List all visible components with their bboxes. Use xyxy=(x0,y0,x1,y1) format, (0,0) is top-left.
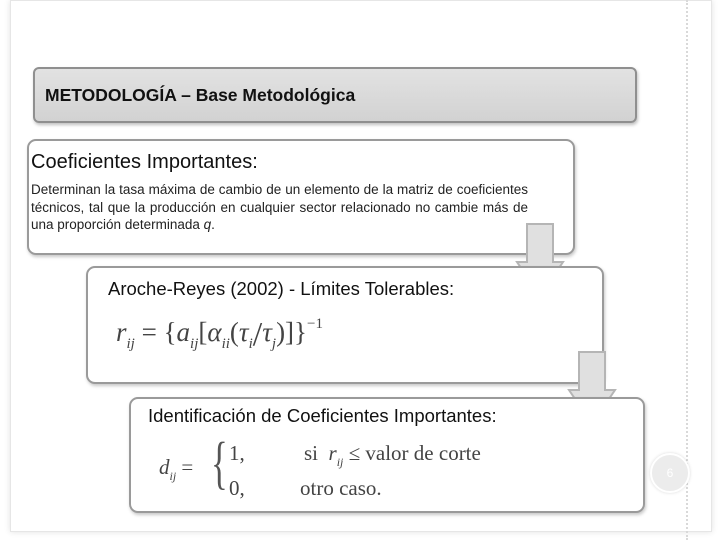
formula-alpha-sub: ii xyxy=(221,336,230,352)
decorative-dotted-line xyxy=(686,0,690,540)
important-coefficient-formula xyxy=(159,430,499,501)
formula-alpha: α xyxy=(207,317,222,347)
formula-close: )]} xyxy=(276,317,308,347)
identificacion-box xyxy=(129,397,645,513)
formula-lhs xyxy=(159,455,194,483)
formula-tau-i-sub: i xyxy=(248,336,253,352)
slide-header xyxy=(33,67,637,123)
formula-tau-i: τ xyxy=(238,317,249,347)
case1-condition xyxy=(304,441,481,469)
formula-a-sub: ij xyxy=(190,336,199,352)
case2-text: otro caso. xyxy=(300,476,382,500)
q-symbol: q xyxy=(203,217,212,232)
case1-r: r xyxy=(328,441,337,465)
formula-tau-j-sub: j xyxy=(271,336,277,352)
tolerable-limit-formula xyxy=(116,312,323,353)
box2-title: Aroche-Reyes (2002) - Límites Tolerables: xyxy=(108,278,455,299)
coeficientes-importantes-box xyxy=(27,139,575,255)
case1-value: 1, xyxy=(229,441,245,465)
box3-title: Identificación de Coeficientes Importantes: xyxy=(148,405,497,426)
formula-r: r xyxy=(116,317,127,347)
formula-brace: { xyxy=(211,430,228,495)
formula-tau-j: τ xyxy=(262,317,272,347)
formula-exponent: −1 xyxy=(307,316,323,332)
formula-lbracket: [ xyxy=(198,317,208,347)
formula-r-sub: ij xyxy=(126,336,135,352)
box1-description xyxy=(31,181,528,234)
box1-title: Coeficientes Importantes: xyxy=(31,151,258,173)
formula-lparen: ( xyxy=(229,317,239,347)
box1-description-text: Determinan la tasa máxima de cambio de un elemento de la matriz de coeficientes técnicos, tal que la producción en cualquier sector relacionado no cambie más de una proporción determinada xyxy=(31,182,528,232)
page-number-badge: 6 xyxy=(650,453,690,493)
case1-r-sub: ij xyxy=(336,455,344,469)
case1-si: si xyxy=(304,441,319,465)
limites-tolerables-box xyxy=(86,266,604,384)
formula-d: d xyxy=(159,455,170,479)
formula-eq: = xyxy=(181,455,194,479)
formula-slash: / xyxy=(252,316,263,353)
formula-eq: = { xyxy=(134,317,177,347)
case1-cond: ≤ valor de corte xyxy=(348,441,481,465)
case2-value: 0, xyxy=(229,476,245,500)
header-title: METODOLOGÍA – Base Metodológica xyxy=(45,85,356,105)
formula-a: a xyxy=(176,317,191,347)
formula-d-sub: ij xyxy=(169,469,177,483)
box1-description-end: . xyxy=(211,217,215,232)
